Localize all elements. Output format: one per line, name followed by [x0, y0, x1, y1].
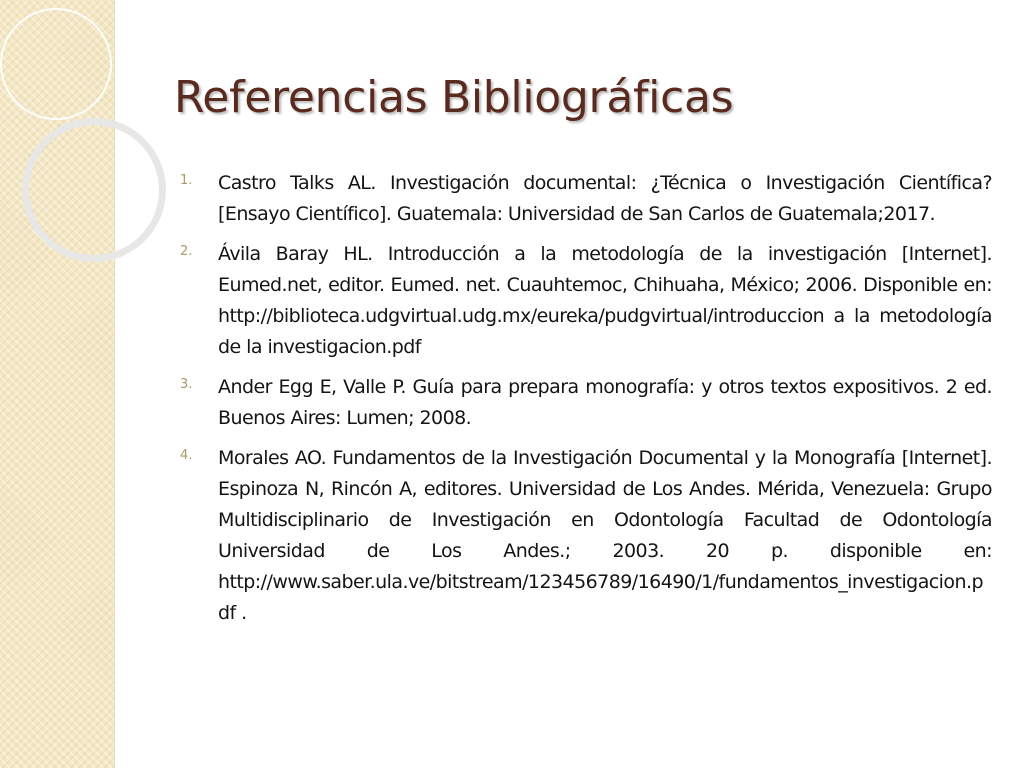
- reference-item-1: [180, 168, 992, 230]
- reference-text: Ávila Baray HL. Introducción a la metodología de la investigación [Internet]. Eumed.net, editor. Eumed. net. Cuauhtemoc, Chihuaha, México; 2006. Disponible en: http://biblioteca.udgvirtual.udg.mx/eureka/pudgvirtual/introduccion a la metodología de la investigacion.pdf: [218, 243, 992, 358]
- reference-item-2: [180, 239, 992, 363]
- reference-list: [180, 168, 992, 638]
- reference-text: Morales AO. Fundamentos de la Investigación Documental y la Monografía [Internet]. Espinoza N, Rincón A, editores. Universidad de Los Andes. Mérida, Venezuela: Grupo Multidisciplinario de Investigación en Odontología Facultad de Odontología Universidad de Los Andes.; 2003. 20 p. disponible en: http://www.saber.ula.ve/bitstream/123456789/16490/1/fundamentos_investigacion.pdf .: [218, 447, 992, 624]
- reference-item-3: [180, 372, 992, 434]
- reference-number: 3.: [180, 377, 193, 392]
- reference-number: 1.: [180, 173, 193, 188]
- reference-number: 4.: [180, 448, 193, 463]
- reference-text: Ander Egg E, Valle P. Guía para prepara monografía: y otros textos expositivos. 2 ed. Buenos Aires: Lumen; 2008.: [218, 376, 992, 429]
- decorative-ring-large: [22, 118, 166, 262]
- reference-item-4: [180, 443, 992, 629]
- slide-title: Referencias Bibliográficas: [174, 72, 734, 123]
- reference-text: Castro Talks AL. Investigación documental: ¿Técnica o Investigación Científica? [Ensayo Científico]. Guatemala: Universidad de San Carlos de Guatemala;2017.: [218, 172, 992, 225]
- decorative-ring-small: [0, 8, 112, 120]
- reference-number: 2.: [180, 244, 193, 259]
